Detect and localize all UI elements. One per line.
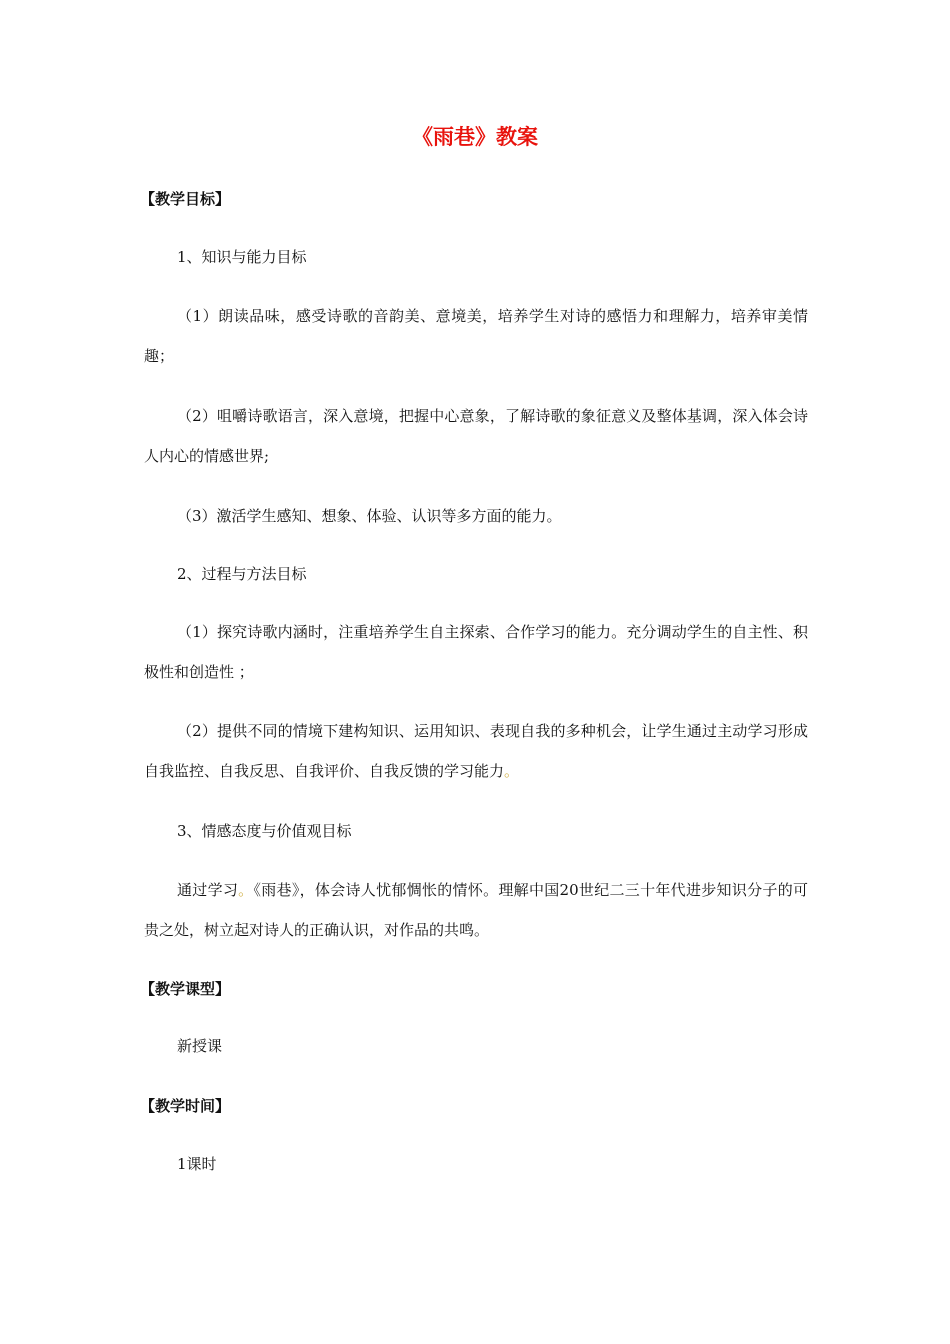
paragraph-process-2 <box>144 711 808 791</box>
paragraph-knowledge-2: （2）咀嚼诗歌语言，深入意境，把握中心意象，了解诗歌的象征意义及整体基调，深入体会诗人内心的情感世界; <box>144 407 808 465</box>
section-heading-lesson-time: 【教学时间】 <box>140 1097 231 1115</box>
lesson-type-value: 新授课 <box>177 1037 223 1055</box>
document-title: 《雨巷》教案 <box>412 125 538 149</box>
paragraph-emotion-1-mark: 。 <box>238 881 254 899</box>
section-heading-lesson-type: 【教学课型】 <box>140 980 231 998</box>
paragraph-process-2-mark: 。 <box>504 762 520 780</box>
paragraph-emotion-1 <box>144 870 808 950</box>
paragraph-knowledge-3: （3）激活学生感知、想象、体验、认识等多方面的能力。 <box>177 507 562 525</box>
subheading-knowledge-ability: 1、知识与能力目标 <box>177 248 307 266</box>
paragraph-knowledge-1: （1）朗读品味，感受诗歌的音韵美、意境美，培养学生对诗的感悟力和理解力，培养审美情趣； <box>144 307 808 365</box>
paragraph-emotion-1-lead: 通过学习 <box>177 881 239 899</box>
paragraph-process-2-text: （2）提供不同的情境下建构知识、运用知识、表现自我的多种机会，让学生通过主动学习形成自我监控、自我反思、自我评价、自我反馈的学习能力 <box>144 722 808 780</box>
subheading-process-method: 2、过程与方法目标 <box>177 565 307 583</box>
paragraph-process-1: （1）探究诗歌内涵时，注重培养学生自主探索、合作学习的能力。充分调动学生的自主性、积极性和创造性 ； <box>144 623 808 681</box>
subheading-emotion-values: 3、情感态度与价值观目标 <box>177 822 352 840</box>
section-heading-objectives: 【教学目标】 <box>140 190 231 208</box>
paragraph-emotion-1-text: 《雨巷》，体会诗人忧郁惆怅的情怀。理解中国20世纪二三十年代进步知识分子的可贵之处，树立起对诗人的正确认识，对作品的共鸣。 <box>144 881 808 939</box>
lesson-time-value: 1课时 <box>177 1155 217 1173</box>
